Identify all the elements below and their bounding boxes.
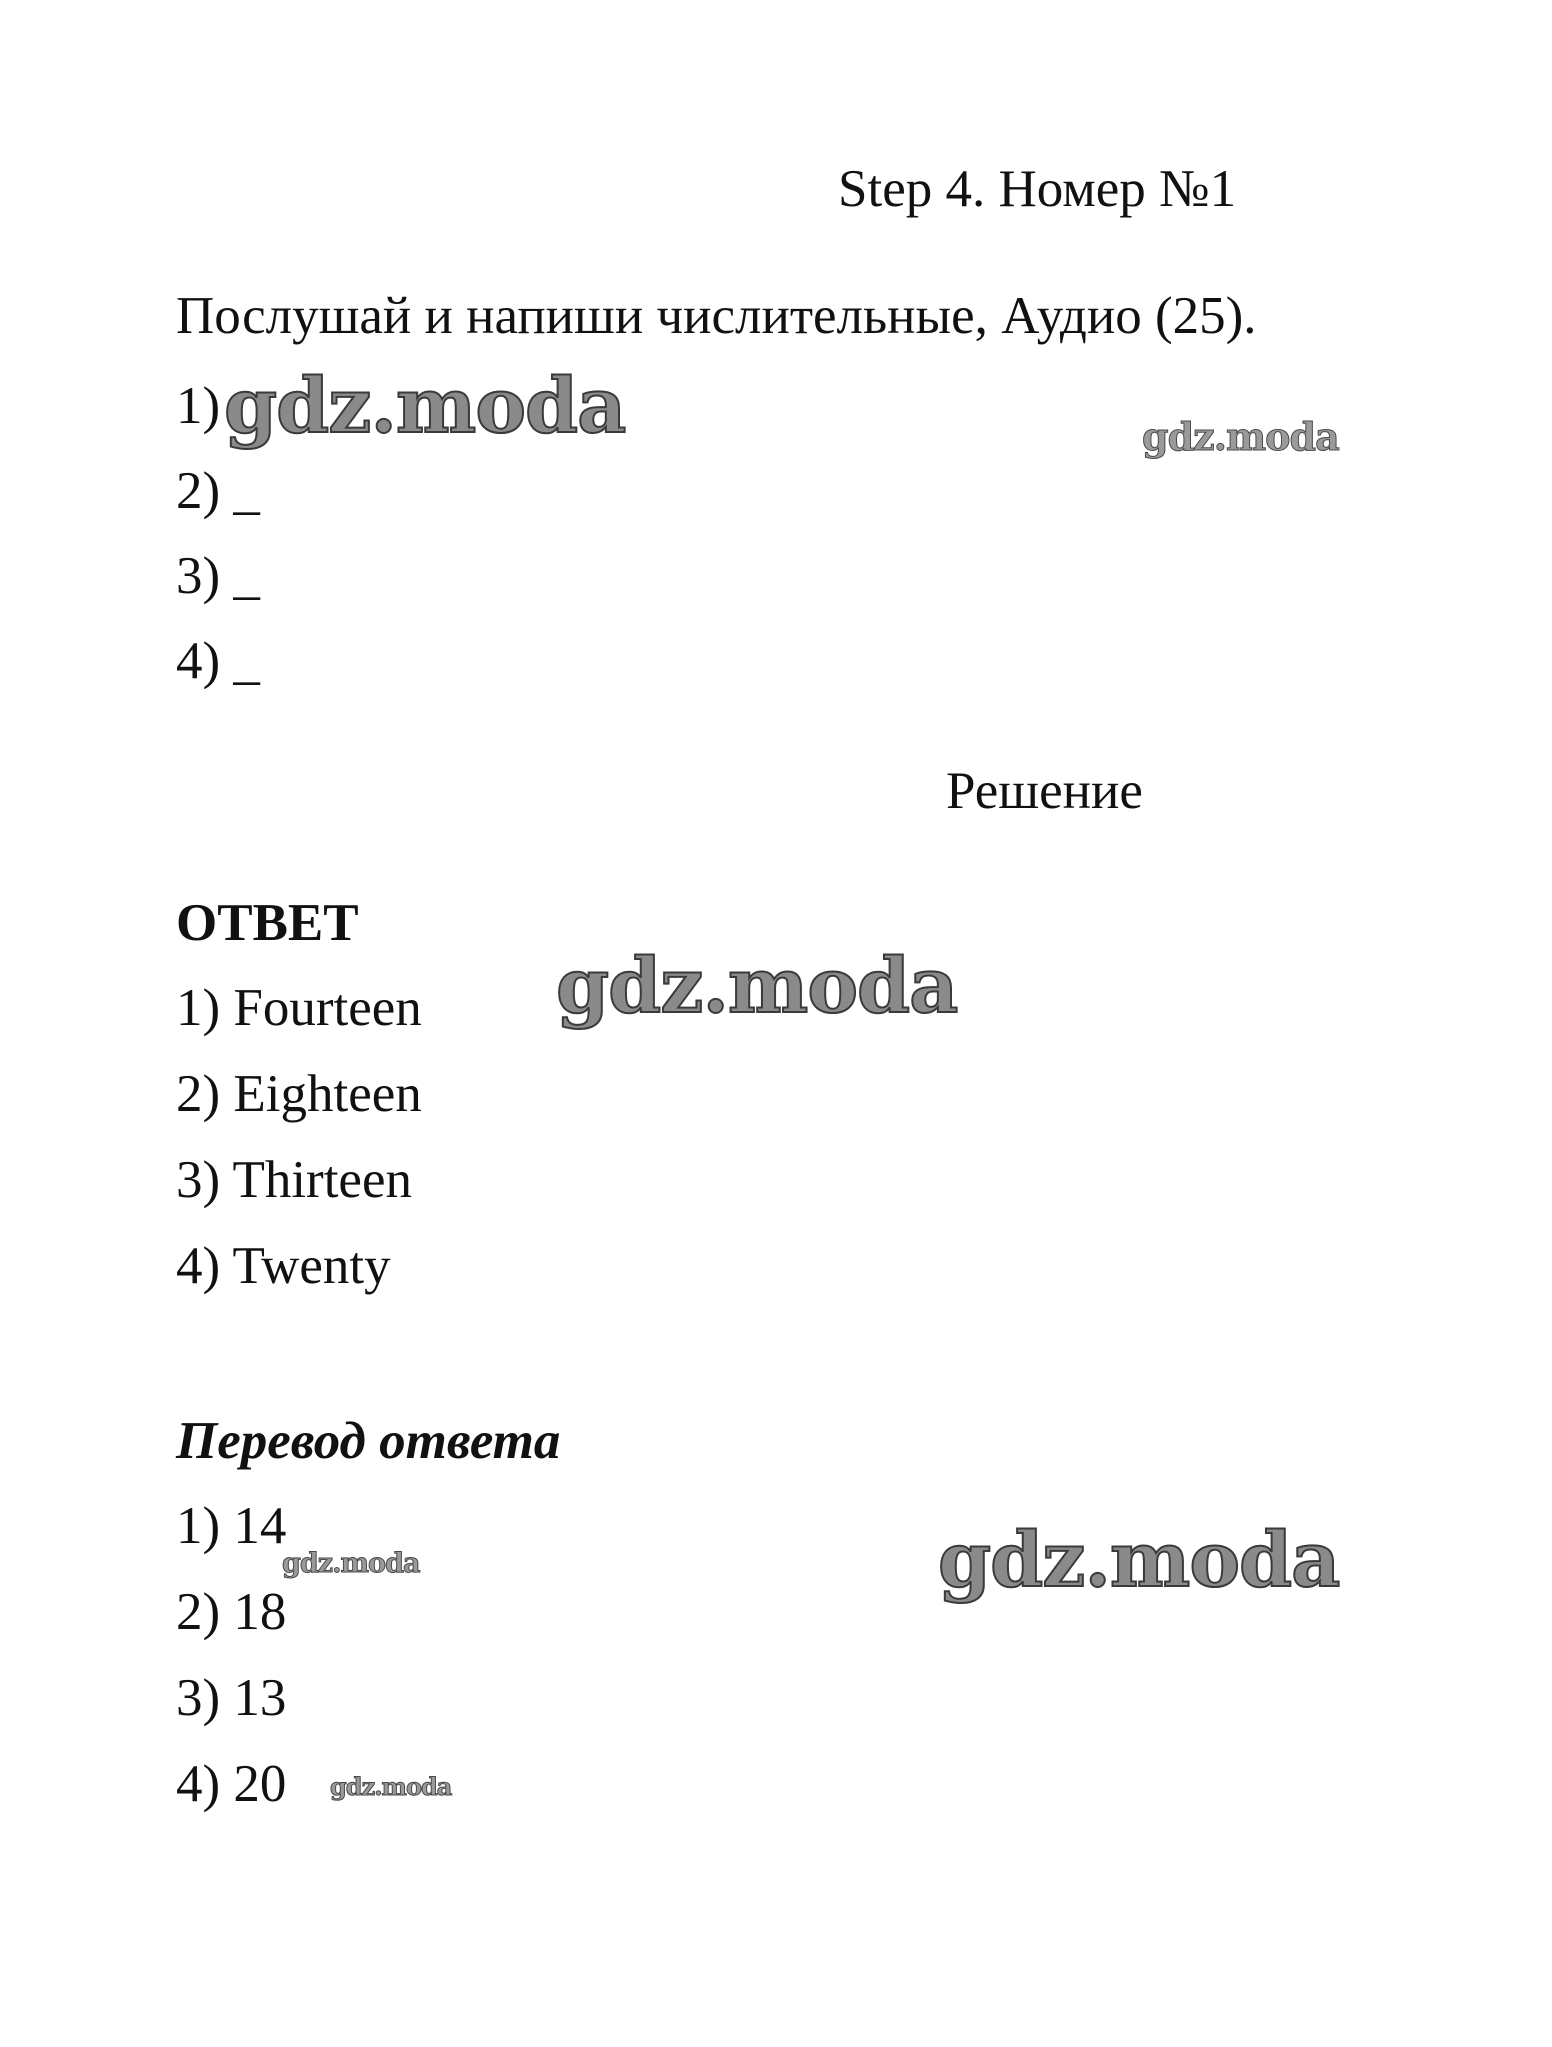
answer-item-4: 4) Twenty xyxy=(176,1237,391,1295)
translation-item-3: 3) 13 xyxy=(176,1669,287,1727)
answer-item-1: 1) Fourteen xyxy=(176,979,422,1037)
watermark-logo: gdz.moda xyxy=(282,1548,420,1579)
watermark-logo: gdz.moda xyxy=(1142,414,1339,459)
answer-item-2: 2) Eighteen xyxy=(176,1065,422,1123)
watermark-logo: gdz.moda xyxy=(556,941,958,1030)
task-instruction: Послушай и напиши числительные, Аудио (25). xyxy=(176,287,1257,345)
translation-item-2: 2) 18 xyxy=(176,1583,287,1641)
page-title: Step 4. Номер №1 xyxy=(838,160,1237,218)
task-item-3: 3) _ xyxy=(176,547,260,605)
watermark-logo: gdz.moda xyxy=(938,1515,1340,1604)
answer-item-3: 3) Thirteen xyxy=(176,1151,412,1209)
translation-item-4: 4) 20 xyxy=(176,1755,287,1813)
translation-heading: Перевод ответа xyxy=(176,1412,561,1470)
task-item-1: 1) xyxy=(176,377,221,435)
answer-heading: ОТВЕТ xyxy=(176,894,359,952)
task-item-4: 4) _ xyxy=(176,632,260,690)
watermark-logo: gdz.moda xyxy=(330,1772,452,1801)
solution-label: Решение xyxy=(946,762,1143,820)
task-item-2: 2) _ xyxy=(176,462,260,520)
watermark-logo: gdz.moda xyxy=(224,361,626,450)
translation-item-1: 1) 14 xyxy=(176,1497,287,1555)
